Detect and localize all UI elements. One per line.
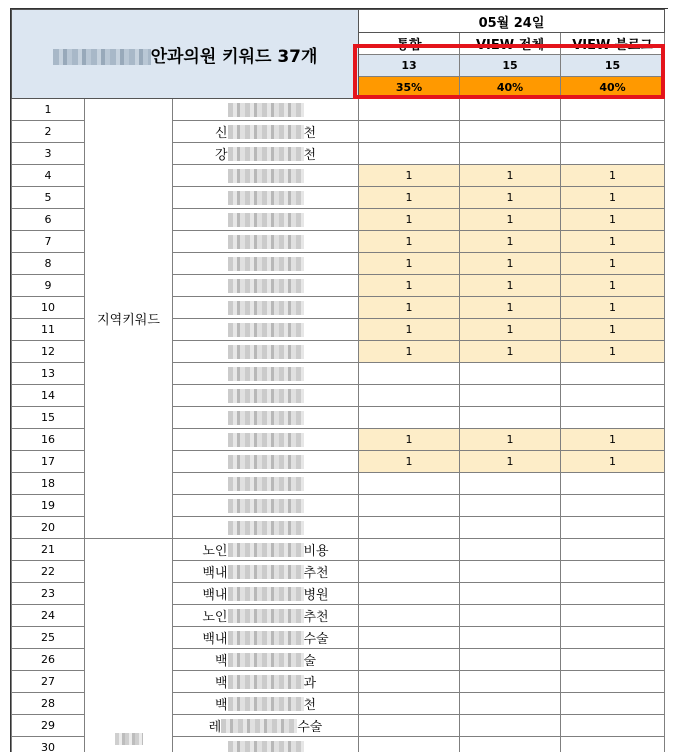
rank-cell-view-blog[interactable] — [561, 649, 665, 671]
rank-cell-view-all[interactable] — [460, 605, 561, 627]
redacted-keyword — [228, 367, 304, 381]
rank-cell-view-blog[interactable]: 1 — [561, 297, 665, 319]
keyword-cell[interactable] — [173, 429, 359, 451]
count-view-blog[interactable]: 15 — [561, 55, 665, 77]
keyword-cell[interactable] — [173, 539, 359, 561]
percent-view-blog[interactable]: 40% — [561, 77, 665, 99]
redacted-keyword — [228, 521, 304, 535]
redacted-keyword — [228, 631, 304, 645]
redacted-keyword — [228, 257, 304, 271]
row-number[interactable]: 13 — [12, 363, 85, 385]
keyword-prefix: 백 — [215, 698, 228, 713]
keyword-suffix: 천 — [304, 148, 317, 163]
rank-cell-integrated[interactable] — [359, 649, 460, 671]
rank-cell-integrated[interactable] — [359, 385, 460, 407]
keyword-cell[interactable] — [173, 737, 359, 752]
keyword-cell[interactable] — [173, 517, 359, 539]
rank-cell-view-all[interactable] — [460, 737, 561, 752]
rank-cell-view-all[interactable] — [460, 473, 561, 495]
group-local-keyword[interactable]: 지역키워드 — [85, 99, 173, 539]
rank-cell-view-all[interactable] — [460, 121, 561, 143]
keyword-cell[interactable] — [173, 363, 359, 385]
rank-cell-view-all[interactable] — [460, 517, 561, 539]
redacted-keyword — [228, 125, 304, 139]
rank-cell-view-all[interactable] — [460, 143, 561, 165]
rank-cell-view-blog[interactable] — [561, 495, 665, 517]
redacted-keyword — [228, 301, 304, 315]
keyword-cell[interactable] — [173, 473, 359, 495]
rank-cell-view-blog[interactable] — [561, 385, 665, 407]
rank-cell-integrated[interactable] — [359, 121, 460, 143]
rank-cell-view-all[interactable]: 1 — [460, 297, 561, 319]
row-number[interactable]: 10 — [12, 297, 85, 319]
rank-cell-integrated[interactable] — [359, 517, 460, 539]
row-number[interactable]: 5 — [12, 187, 85, 209]
keyword-cell[interactable] — [173, 605, 359, 627]
rank-cell-view-blog[interactable] — [561, 605, 665, 627]
row-number[interactable]: 16 — [12, 429, 85, 451]
row-number[interactable]: 23 — [12, 583, 85, 605]
row-number[interactable]: 19 — [12, 495, 85, 517]
rank-cell-integrated[interactable]: 1 — [359, 451, 460, 473]
row-number[interactable]: 1 — [12, 99, 85, 121]
row-number[interactable]: 22 — [12, 561, 85, 583]
redacted-keyword — [228, 587, 304, 601]
rank-cell-integrated[interactable]: 1 — [359, 341, 460, 363]
keyword-prefix: 레 — [209, 720, 222, 735]
row-number[interactable]: 11 — [12, 319, 85, 341]
rank-cell-integrated[interactable] — [359, 407, 460, 429]
keyword-cell[interactable] — [173, 561, 359, 583]
redacted-keyword — [228, 191, 304, 205]
rank-cell-view-all[interactable] — [460, 627, 561, 649]
rank-cell-view-all[interactable] — [460, 649, 561, 671]
row-number[interactable]: 18 — [12, 473, 85, 495]
rank-cell-view-all[interactable] — [460, 693, 561, 715]
keyword-rank-table — [11, 9, 665, 752]
rank-cell-integrated[interactable]: 1 — [359, 297, 460, 319]
keyword-cell[interactable] — [173, 715, 359, 737]
keyword-cell[interactable] — [173, 627, 359, 649]
rank-cell-view-blog[interactable] — [561, 561, 665, 583]
row-number[interactable]: 20 — [12, 517, 85, 539]
rank-cell-integrated[interactable] — [359, 561, 460, 583]
keyword-suffix: 병원 — [304, 588, 329, 603]
redacted-clinic-name — [53, 49, 151, 65]
rank-cell-view-all[interactable]: 1 — [460, 275, 561, 297]
rank-cell-view-blog[interactable] — [561, 539, 665, 561]
row-number[interactable]: 27 — [12, 671, 85, 693]
keyword-cell[interactable] — [173, 165, 359, 187]
rank-cell-integrated[interactable]: 1 — [359, 275, 460, 297]
keyword-prefix: 노인 — [202, 544, 227, 559]
rank-cell-integrated[interactable] — [359, 605, 460, 627]
keyword-prefix: 강 — [215, 148, 228, 163]
rank-cell-view-blog[interactable] — [561, 715, 665, 737]
keyword-prefix: 백내 — [202, 632, 227, 647]
redacted-keyword — [228, 741, 304, 752]
row-number[interactable]: 14 — [12, 385, 85, 407]
row-number[interactable]: 15 — [12, 407, 85, 429]
rank-cell-integrated[interactable] — [359, 539, 460, 561]
count-view-all[interactable]: 15 — [460, 55, 561, 77]
redacted-keyword — [221, 719, 297, 733]
redacted-keyword — [228, 235, 304, 249]
rank-cell-view-blog[interactable]: 1 — [561, 451, 665, 473]
rank-cell-view-all[interactable]: 1 — [460, 165, 561, 187]
rank-cell-integrated[interactable]: 1 — [359, 429, 460, 451]
keyword-suffix: 추천 — [304, 566, 329, 581]
keyword-cell[interactable] — [173, 649, 359, 671]
date-header[interactable]: 05월 24일 — [359, 10, 665, 33]
keyword-cell[interactable] — [173, 341, 359, 363]
redacted-keyword — [228, 345, 304, 359]
keyword-cell[interactable] — [173, 121, 359, 143]
rank-cell-view-all[interactable]: 1 — [460, 451, 561, 473]
rank-cell-view-blog[interactable] — [561, 583, 665, 605]
rank-cell-view-blog[interactable]: 1 — [561, 253, 665, 275]
rank-cell-view-blog[interactable] — [561, 99, 665, 121]
spreadsheet-frame — [10, 8, 668, 752]
keyword-cell[interactable] — [173, 693, 359, 715]
keyword-cell[interactable] — [173, 495, 359, 517]
redacted-keyword — [228, 565, 304, 579]
keyword-prefix: 노인 — [202, 610, 227, 625]
keyword-cell[interactable] — [173, 297, 359, 319]
rank-cell-view-blog[interactable] — [561, 363, 665, 385]
rank-cell-view-blog[interactable] — [561, 407, 665, 429]
group-redacted[interactable] — [85, 539, 173, 752]
redacted-keyword — [228, 477, 304, 491]
rank-cell-view-blog[interactable]: 1 — [561, 319, 665, 341]
rank-cell-view-all[interactable] — [460, 715, 561, 737]
redacted-keyword — [228, 543, 304, 557]
redacted-group-name — [115, 733, 143, 745]
redacted-keyword — [228, 697, 304, 711]
rank-cell-integrated[interactable]: 1 — [359, 165, 460, 187]
redacted-keyword — [228, 323, 304, 337]
rank-cell-view-all[interactable]: 1 — [460, 319, 561, 341]
keyword-prefix: 백내 — [202, 588, 227, 603]
row-number[interactable]: 21 — [12, 539, 85, 561]
rank-cell-integrated[interactable] — [359, 715, 460, 737]
keyword-cell[interactable] — [173, 385, 359, 407]
keyword-rows — [12, 99, 665, 752]
table-row — [12, 539, 665, 561]
redacted-keyword — [228, 213, 304, 227]
rank-cell-integrated[interactable]: 1 — [359, 319, 460, 341]
row-number[interactable]: 3 — [12, 143, 85, 165]
rank-cell-view-blog[interactable]: 1 — [561, 341, 665, 363]
rank-cell-view-blog[interactable]: 1 — [561, 275, 665, 297]
rank-cell-integrated[interactable]: 1 — [359, 231, 460, 253]
rank-cell-integrated[interactable] — [359, 495, 460, 517]
rank-cell-view-all[interactable] — [460, 561, 561, 583]
keyword-prefix: 신 — [215, 126, 228, 141]
row-number[interactable]: 9 — [12, 275, 85, 297]
column-header-view-blog[interactable]: VIEW-블로그 — [561, 33, 665, 55]
percent-view-all[interactable]: 40% — [460, 77, 561, 99]
rank-cell-integrated[interactable] — [359, 473, 460, 495]
redacted-keyword — [228, 103, 304, 117]
row-number[interactable]: 12 — [12, 341, 85, 363]
column-header-integrated[interactable]: 통합 — [359, 33, 460, 55]
keyword-cell[interactable] — [173, 583, 359, 605]
rank-cell-view-all[interactable] — [460, 495, 561, 517]
redacted-keyword — [228, 169, 304, 183]
row-number[interactable]: 26 — [12, 649, 85, 671]
keyword-suffix: 추천 — [304, 610, 329, 625]
row-number[interactable]: 2 — [12, 121, 85, 143]
keyword-cell[interactable] — [173, 209, 359, 231]
keyword-cell[interactable] — [173, 253, 359, 275]
row-number[interactable]: 28 — [12, 693, 85, 715]
rank-cell-view-all[interactable] — [460, 583, 561, 605]
row-number[interactable]: 4 — [12, 165, 85, 187]
rank-cell-integrated[interactable] — [359, 99, 460, 121]
rank-cell-integrated[interactable] — [359, 143, 460, 165]
rank-cell-view-blog[interactable] — [561, 693, 665, 715]
keyword-suffix: 과 — [304, 676, 317, 691]
redacted-keyword — [228, 455, 304, 469]
rank-cell-view-blog[interactable]: 1 — [561, 209, 665, 231]
rank-cell-integrated[interactable] — [359, 737, 460, 752]
rank-cell-integrated[interactable] — [359, 671, 460, 693]
row-number[interactable]: 17 — [12, 451, 85, 473]
keyword-suffix: 수술 — [304, 632, 329, 647]
keyword-suffix: 술 — [304, 654, 317, 669]
row-number[interactable]: 7 — [12, 231, 85, 253]
redacted-keyword — [228, 653, 304, 667]
rank-cell-view-all[interactable]: 1 — [460, 429, 561, 451]
keyword-suffix: 천 — [304, 698, 317, 713]
row-number[interactable]: 30 — [12, 737, 85, 752]
keyword-suffix: 비용 — [304, 544, 329, 559]
rank-cell-view-all[interactable] — [460, 671, 561, 693]
keyword-suffix: 수술 — [297, 720, 322, 735]
rank-cell-view-blog[interactable]: 1 — [561, 165, 665, 187]
sheet-title-cell[interactable] — [12, 10, 359, 99]
keyword-cell[interactable] — [173, 407, 359, 429]
keyword-cell[interactable] — [173, 187, 359, 209]
row-number[interactable]: 25 — [12, 627, 85, 649]
sheet-title: 안과의원 키워드 37개 — [151, 47, 318, 67]
redacted-keyword — [228, 433, 304, 447]
keyword-prefix: 백 — [215, 676, 228, 691]
redacted-keyword — [228, 499, 304, 513]
count-integrated[interactable]: 13 — [359, 55, 460, 77]
rank-cell-integrated[interactable]: 1 — [359, 253, 460, 275]
keyword-cell[interactable] — [173, 671, 359, 693]
rank-cell-view-blog[interactable] — [561, 473, 665, 495]
rank-cell-integrated[interactable]: 1 — [359, 209, 460, 231]
keyword-cell[interactable] — [173, 451, 359, 473]
rank-cell-integrated[interactable] — [359, 363, 460, 385]
redacted-keyword — [228, 389, 304, 403]
rank-cell-view-all[interactable] — [460, 363, 561, 385]
table-row — [12, 99, 665, 121]
redacted-keyword — [228, 609, 304, 623]
rank-cell-view-all[interactable]: 1 — [460, 341, 561, 363]
rank-cell-view-all[interactable]: 1 — [460, 187, 561, 209]
rank-cell-integrated[interactable] — [359, 583, 460, 605]
rank-cell-view-blog[interactable] — [561, 627, 665, 649]
rank-cell-view-all[interactable]: 1 — [460, 231, 561, 253]
rank-cell-view-all[interactable] — [460, 539, 561, 561]
rank-cell-view-blog[interactable]: 1 — [561, 187, 665, 209]
rank-cell-integrated[interactable]: 1 — [359, 187, 460, 209]
rank-cell-view-blog[interactable]: 1 — [561, 429, 665, 451]
rank-cell-view-all[interactable] — [460, 99, 561, 121]
rank-cell-integrated[interactable] — [359, 693, 460, 715]
redacted-keyword — [228, 147, 304, 161]
rank-cell-view-blog[interactable] — [561, 121, 665, 143]
percent-integrated[interactable]: 35% — [359, 77, 460, 99]
rank-cell-view-blog[interactable] — [561, 737, 665, 752]
keyword-cell[interactable] — [173, 231, 359, 253]
redacted-keyword — [228, 675, 304, 689]
keyword-prefix: 백 — [215, 654, 228, 669]
keyword-cell[interactable] — [173, 143, 359, 165]
rank-cell-view-blog[interactable] — [561, 671, 665, 693]
rank-cell-view-all[interactable] — [460, 407, 561, 429]
rank-cell-view-all[interactable] — [460, 385, 561, 407]
rank-cell-view-blog[interactable] — [561, 517, 665, 539]
keyword-cell[interactable] — [173, 275, 359, 297]
row-number[interactable]: 6 — [12, 209, 85, 231]
redacted-keyword — [228, 411, 304, 425]
rank-cell-view-blog[interactable] — [561, 143, 665, 165]
rank-cell-integrated[interactable] — [359, 627, 460, 649]
row-number[interactable]: 24 — [12, 605, 85, 627]
rank-cell-view-blog[interactable]: 1 — [561, 231, 665, 253]
keyword-suffix: 천 — [304, 126, 317, 141]
row-number[interactable]: 8 — [12, 253, 85, 275]
rank-cell-view-all[interactable]: 1 — [460, 253, 561, 275]
keyword-cell[interactable] — [173, 319, 359, 341]
rank-cell-view-all[interactable]: 1 — [460, 209, 561, 231]
column-header-view-all[interactable]: VIEW-전체 — [460, 33, 561, 55]
keyword-prefix: 백내 — [202, 566, 227, 581]
redacted-keyword — [228, 279, 304, 293]
keyword-cell[interactable] — [173, 99, 359, 121]
row-number[interactable]: 29 — [12, 715, 85, 737]
